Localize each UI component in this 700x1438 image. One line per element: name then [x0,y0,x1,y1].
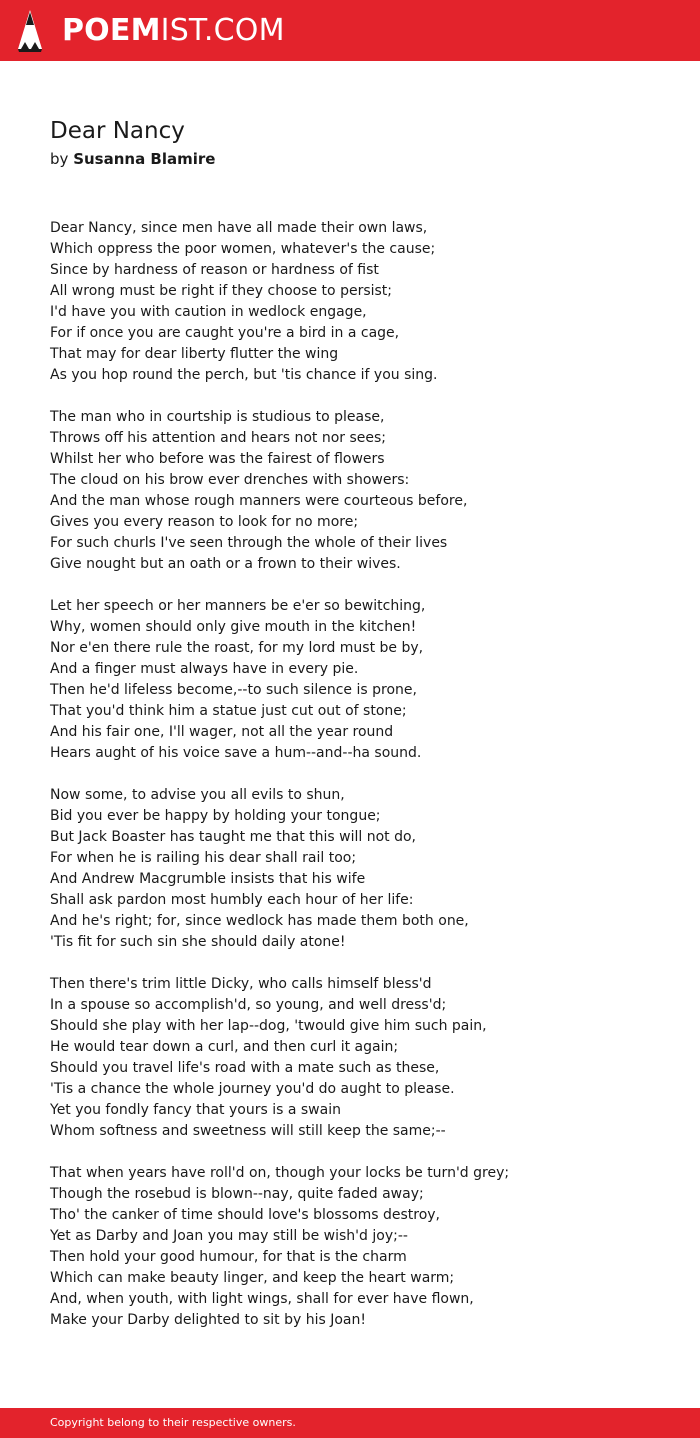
poem-line: Throws off his attention and hears not nor sees; [50,430,387,446]
poem-line: 'Tis a chance the whole journey you'd do aught to please. [50,1081,455,1097]
poem-line: The man who in courtship is studious to please, [50,409,385,425]
poem-line: And Andrew Macgrumble insists that his wife [50,871,366,887]
poem-line: Gives you every reason to look for no more; [50,514,359,530]
poem-line: Tho' the canker of time should love's blossoms destroy, [50,1207,441,1223]
copyright-text: Copyright belong to their respective owners. [50,1416,296,1429]
stanza [50,218,660,386]
poem-line: Should she play with her lap--dog, 'twould give him such pain, [50,1018,487,1034]
poem-line: Now some, to advise you all evils to shun, [50,787,345,803]
poem-line: Then hold your good humour, for that is the charm [50,1249,407,1265]
poem-line: Nor e'en there rule the roast, for my lord must be by, [50,640,424,656]
poem-line: Though the rosebud is blown--nay, quite faded away; [50,1186,424,1202]
stanza [50,785,660,953]
poem-line: Which oppress the poor women, whatever's the cause; [50,241,436,257]
poem-line: Hears aught of his voice save a hum--and--ha sound. [50,745,422,761]
pencil-tip-icon[interactable] [17,9,43,53]
poem-author[interactable]: Susanna Blamire [73,150,216,168]
logo-bold-text: POEM [62,13,161,48]
poem-line: That may for dear liberty flutter the wing [50,346,339,362]
poem-line: Bid you ever be happy by holding your tongue; [50,808,381,824]
poem-line: And a finger must always have in every pie. [50,661,359,677]
poem-line: For such churls I've seen through the whole of their lives [50,535,448,551]
poem-title: Dear Nancy [50,118,185,144]
poem-line: For if once you are caught you're a bird in a cage, [50,325,400,341]
poem-line: And he's right; for, since wedlock has made them both one, [50,913,469,929]
poem-line: Why, women should only give mouth in the kitchen! [50,619,417,635]
poem-line: Yet as Darby and Joan you may still be wish'd joy;-- [50,1228,408,1244]
poem-line: I'd have you with caution in wedlock engage, [50,304,367,320]
poem-line: As you hop round the perch, but 'tis chance if you sing. [50,367,438,383]
poem-byline [50,148,215,170]
poem-line: And his fair one, I'll wager, not all the year round [50,724,394,740]
stanza [50,974,660,1142]
site-footer [0,1408,700,1438]
site-header [0,0,700,61]
poem-body [50,218,660,1352]
poem-line: Shall ask pardon most humbly each hour of her life: [50,892,414,908]
stanza [50,596,660,764]
poem-line: Then there's trim little Dicky, who calls himself bless'd [50,976,432,992]
poem-line: All wrong must be right if they choose to persist; [50,283,393,299]
poem-line: For when he is railing his dear shall rail too; [50,850,357,866]
poem-line: He would tear down a curl, and then curl it again; [50,1039,399,1055]
poem-line: And the man whose rough manners were courteous before, [50,493,468,509]
logo-light-text: IST.COM [160,13,285,48]
by-label: by [50,150,69,168]
poem-line: Since by hardness of reason or hardness of fist [50,262,379,278]
poem-line: 'Tis fit for such sin she should daily atone! [50,934,346,950]
poem-line: Which can make beauty linger, and keep the heart warm; [50,1270,455,1286]
poem-line: Whom softness and sweetness will still keep the same;-- [50,1123,446,1139]
poem-line: Dear Nancy, since men have all made their own laws, [50,220,428,236]
poem-line: Should you travel life's road with a mate such as these, [50,1060,440,1076]
stanza [50,407,660,575]
poem-line: Give nought but an oath or a frown to their wives. [50,556,401,572]
poem-line: That when years have roll'd on, though your locks be turn'd grey; [50,1165,510,1181]
poem-line: Then he'd lifeless become,--to such silence is prone, [50,682,417,698]
poem-line: Make your Darby delighted to sit by his Joan! [50,1312,366,1328]
poem-line: Whilst her who before was the fairest of flowers [50,451,385,467]
site-logo[interactable] [62,13,285,49]
poem-line: Let her speech or her manners be e'er so bewitching, [50,598,426,614]
poem-line: In a spouse so accomplish'd, so young, and well dress'd; [50,997,447,1013]
poem-line: That you'd think him a statue just cut out of stone; [50,703,407,719]
poem-line: But Jack Boaster has taught me that this will not do, [50,829,416,845]
poem-line: The cloud on his brow ever drenches with showers: [50,472,410,488]
poem-line: Yet you fondly fancy that yours is a swain [50,1102,341,1118]
stanza [50,1163,660,1331]
poem-line: And, when youth, with light wings, shall for ever have flown, [50,1291,474,1307]
